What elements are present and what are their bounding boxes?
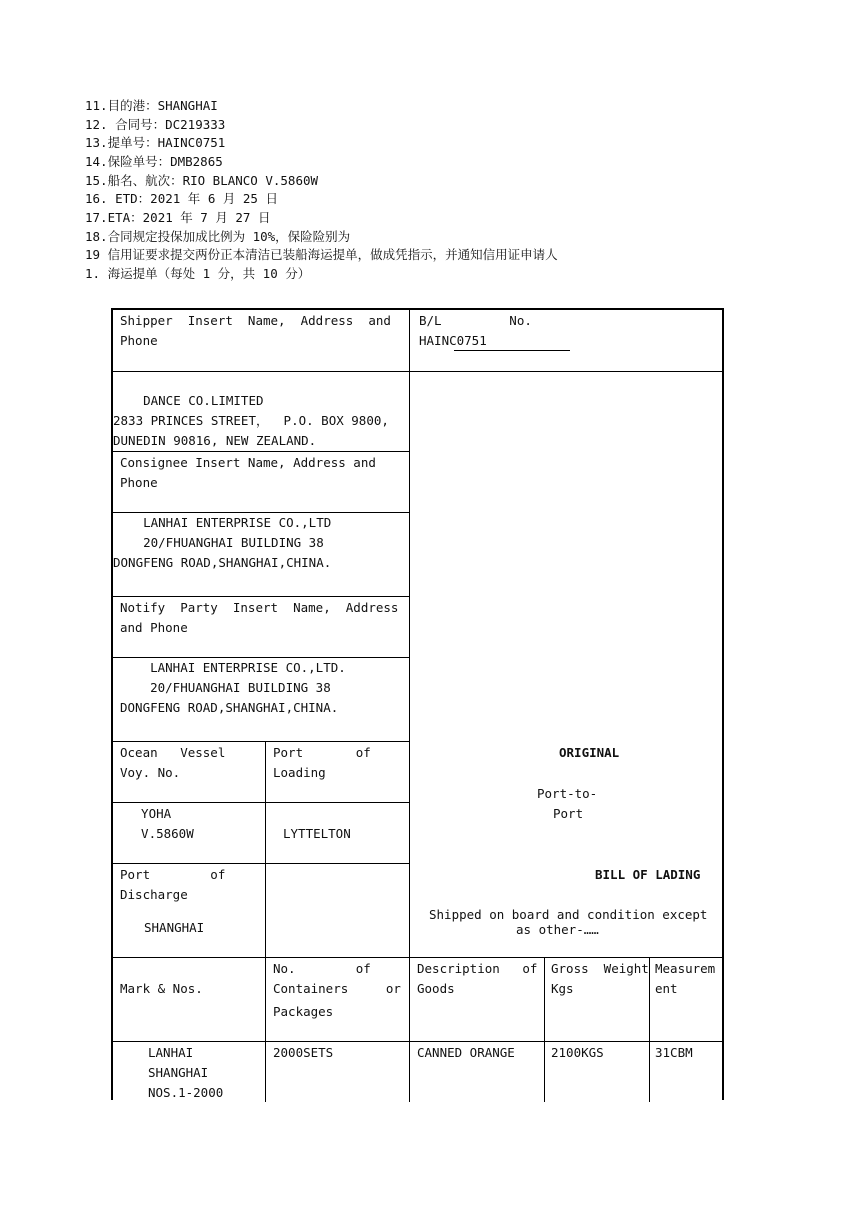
shipper-label-2: Phone <box>120 333 158 348</box>
shipper-label-1: Shipper Insert Name, Address and <box>120 313 391 328</box>
col-header-containers-2: Containers or <box>273 981 401 996</box>
intro-line-insurance: 14.保险单号：DMB2865 <box>85 154 223 169</box>
col-header-gross-2: Kgs <box>551 981 574 996</box>
shipped-on-board-line-2: as other-…… <box>516 922 599 937</box>
col-header-description-1: Description of <box>417 961 538 976</box>
row-marks-1: LANHAI <box>148 1045 194 1060</box>
port-of-loading-value: LYTTELTON <box>283 826 351 841</box>
row-gross-weight: 2100KGS <box>551 1045 604 1060</box>
divider-cargo-row <box>113 1041 722 1042</box>
intro-line-etd: 16. ETD：2021 年 6 月 25 日 <box>85 191 278 206</box>
port-to-port-line-1: Port-to- <box>537 786 598 801</box>
intro-line-insurance-terms: 18.合同规定投保加成比例为 10%，保险险别为 <box>85 229 351 244</box>
shipper-value-1: DANCE CO.LIMITED <box>113 393 264 408</box>
col-header-marks: Mark & Nos. <box>120 981 203 996</box>
row-measurement: 31CBM <box>655 1045 693 1060</box>
intro-line-bl-number: 13.提单号：HAINC0751 <box>85 135 226 150</box>
port-of-discharge-label-1: Port of <box>120 867 226 882</box>
bl-number-value: HAINC0751 <box>419 333 487 348</box>
vessel-value-2: V.5860W <box>126 826 194 841</box>
vessel-value-1: YOHA <box>126 806 172 821</box>
vessel-label-1: Ocean Vessel <box>120 745 226 760</box>
divider-cargo-header <box>113 957 722 958</box>
intro-line-contract: 12. 合同号：DC219333 <box>85 117 226 132</box>
port-of-loading-label-2: Loading <box>273 765 326 780</box>
intro-line-destination: 11.目的港：SHANGHAI <box>85 98 218 113</box>
port-of-loading-label-1: Port of <box>273 745 371 760</box>
divider-main-vertical <box>409 310 410 1102</box>
col-header-containers-3: Packages <box>273 1004 334 1019</box>
col-header-gross-1: Gross Weight <box>551 961 649 976</box>
shipper-value-2: 2833 PRINCES STREET， P.O. BOX 9800, <box>113 413 389 428</box>
col-header-containers-1: No. of <box>273 961 371 976</box>
notify-label-2: and Phone <box>120 620 188 635</box>
divider-gross-measurement <box>649 957 650 1102</box>
divider-vessel-label <box>113 802 409 803</box>
original-title: ORIGINAL <box>559 745 620 760</box>
consignee-value-2: 20/FHUANGHAI BUILDING 38 <box>113 535 324 550</box>
shipped-on-board-line-1: Shipped on board and condition except <box>429 907 708 922</box>
bill-of-lading-title: BILL OF LADING <box>595 867 701 882</box>
row-marks-3: NOS.1-2000 <box>148 1085 224 1100</box>
consignee-label-1: Consignee Insert Name, Address and <box>120 455 376 470</box>
notify-value-1: LANHAI ENTERPRISE CO.,LTD. <box>120 660 346 675</box>
bl-number-underline <box>454 350 570 351</box>
row-containers: 2000SETS <box>273 1045 334 1060</box>
col-header-measurement-1: Measurem <box>655 961 716 976</box>
divider-consignee-notify <box>113 596 409 597</box>
consignee-value-3: DONGFENG ROAD,SHANGHAI,CHINA. <box>113 555 332 570</box>
row-description: CANNED ORANGE <box>417 1045 515 1060</box>
intro-line-eta: 17.ETA：2021 年 7 月 27 日 <box>85 210 271 225</box>
intro-line-vessel: 15.船名、航次：RIO BLANCO V.5860W <box>85 173 319 188</box>
divider-header-row <box>113 371 722 372</box>
consignee-label-2: Phone <box>120 475 158 490</box>
divider-description-gross <box>544 957 545 1102</box>
divider-vessel-discharge <box>113 863 409 864</box>
col-header-measurement-2: ent <box>655 981 678 996</box>
row-marks-2: SHANGHAI <box>148 1065 209 1080</box>
notify-value-3: DONGFENG ROAD,SHANGHAI,CHINA. <box>120 700 339 715</box>
consignee-value-1: LANHAI ENTERPRISE CO.,LTD <box>113 515 332 530</box>
port-of-discharge-value: SHANGHAI <box>144 920 205 935</box>
bill-of-lading-form <box>111 308 724 1100</box>
intro-line-question-title: 1. 海运提单（每处 1 分，共 10 分） <box>85 266 311 281</box>
divider-shipper-consignee <box>113 451 409 452</box>
divider-vessel-port <box>265 741 266 1102</box>
divider-notify-vessel <box>113 741 409 742</box>
port-to-port-line-2: Port <box>553 806 584 821</box>
vessel-label-2: Voy. No. <box>120 765 181 780</box>
intro-line-lc-requirement: 19 信用证要求提交两份正本清洁已装船海运提单，做成凭指示，并通知信用证申请人 <box>85 247 558 262</box>
notify-label-1: Notify Party Insert Name, Address <box>120 600 399 615</box>
shipper-value-3: DUNEDIN 90816, NEW ZEALAND. <box>113 433 317 448</box>
notify-value-2: 20/FHUANGHAI BUILDING 38 <box>120 680 331 695</box>
col-header-description-2: Goods <box>417 981 455 996</box>
bl-number-label: B/L No. <box>419 313 532 328</box>
port-of-discharge-label-2: Discharge <box>120 887 188 902</box>
